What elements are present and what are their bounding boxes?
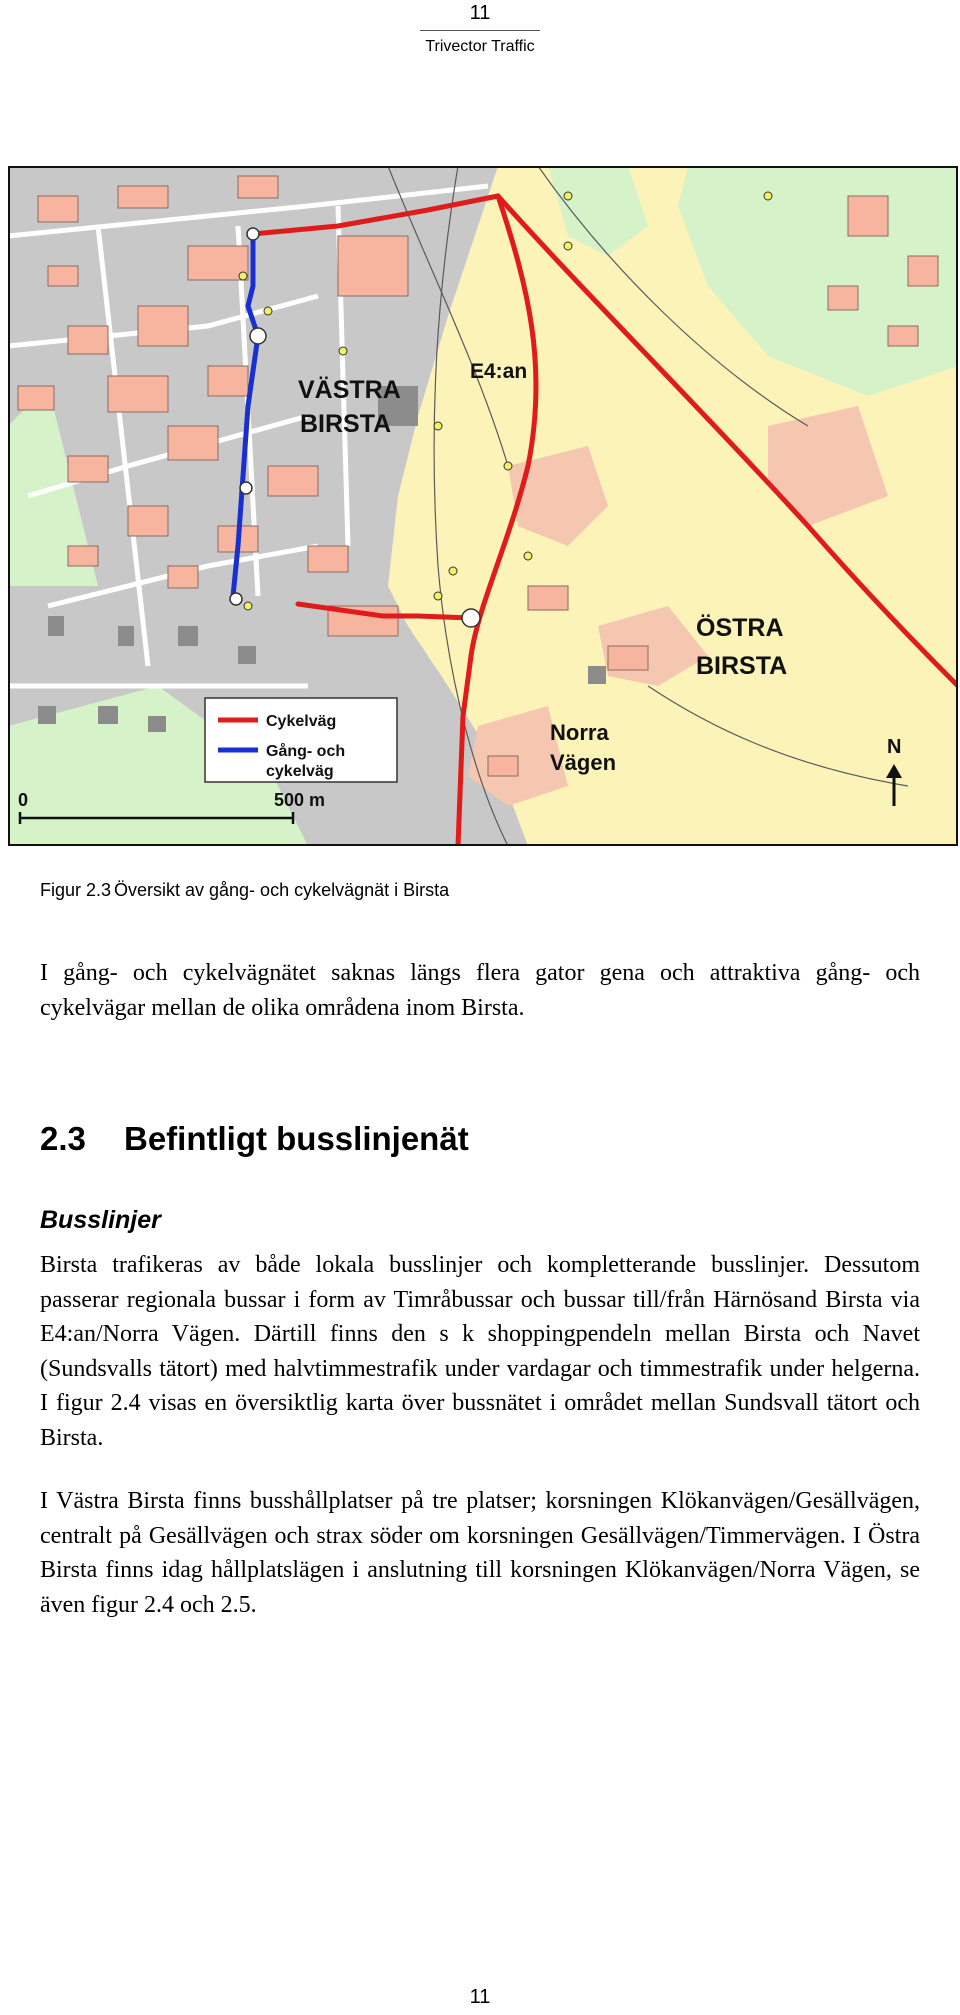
figure-caption-text: Översikt av gång- och cykelvägnät i Birsta (114, 880, 450, 900)
section-title: Befintligt busslinjenät (124, 1120, 469, 1157)
paragraph-busslinjer: Birsta trafikeras av både lokala busslinjer och kompletterande busslinjer. Dessutom passerar regionala bussar i form av Timråbussar och bussar till/från Härnösand Birsta via E4:an/Norra Vägen. Därtill finns den s k shoppingpendeln mellan Birsta och Navet (Sundsvalls tätort) med halvtimmestrafik under vardagar och timmestrafik under helgerna. I figur 2.4 visas en översiktlig karta över bussnätet i området mellan Sundsvall tätort och Birsta. (40, 1252, 920, 1451)
map-label-norra-line1: Norra (550, 720, 609, 745)
map-label-vastra-line1: VÄSTRA (298, 376, 401, 404)
subsection-heading: Busslinjer (40, 1206, 161, 1234)
legend-cycle-label: Cykelväg (266, 713, 337, 730)
map-label-ostra-line2: BIRSTA (696, 652, 788, 680)
figure-caption-number: Figur 2.3 (40, 880, 112, 900)
header-divider (420, 30, 540, 31)
scale-end-label: 500 m (274, 790, 326, 810)
section-number: 2.3 (40, 1120, 86, 1157)
north-label: N (887, 736, 902, 758)
birsta-network-map (8, 166, 958, 846)
paragraph-intro: I gång- och cykelvägnätet saknas längs flera gator gena och attraktiva gång- och cykelvägar mellan de olika områdena inom Birsta. (40, 960, 920, 1021)
map-legend (205, 698, 397, 782)
legend-walk-cycle-label-line1: Gång- och (266, 743, 346, 760)
map-label-ostra-line1: ÖSTRA (696, 614, 784, 642)
section-heading (40, 1120, 469, 1158)
header-page-number: 11 (469, 2, 491, 24)
paragraph-hallplatser: I Västra Birsta finns busshållplatser på tre platser; korsningen Klökanvägen/Gesällvägen, centralt på Gesällvägen och strax söder om korsningen Gesällvägen/Timmervägen. I Östra Birsta finns idag hållplatslägen i anslutning till korsningen Klökanvägen/Norra Vägen, se även figur 2.4 och 2.5. (40, 1488, 920, 1618)
footer-page-number: 11 (469, 1986, 491, 2008)
scale-start-label: 0 (18, 790, 29, 810)
map-label-vastra-line2: BIRSTA (300, 410, 392, 438)
header-company: Trivector Traffic (425, 38, 535, 55)
map-label-norra-line2: Vägen (550, 750, 617, 775)
map-label-e4: E4:an (470, 360, 528, 383)
legend-walk-cycle-label-line2: cykelväg (266, 763, 334, 780)
